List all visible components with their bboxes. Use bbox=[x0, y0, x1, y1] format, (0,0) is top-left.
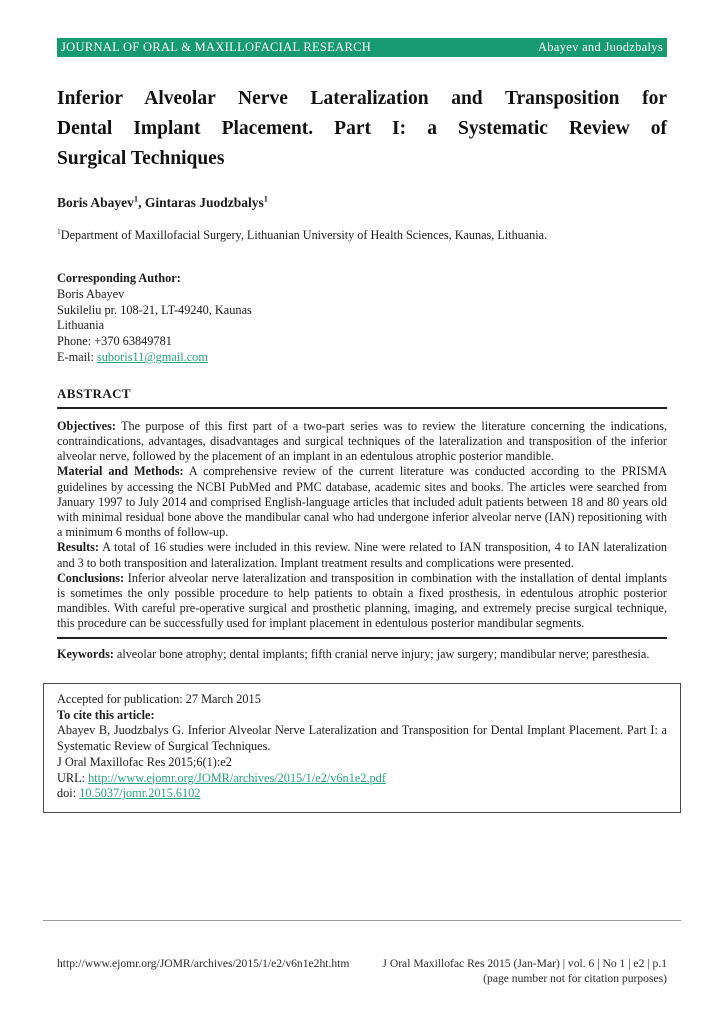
author-name: Gintaras Juodzbalys bbox=[144, 195, 264, 210]
corresponding-author-block bbox=[57, 271, 667, 366]
keywords-label: Keywords: bbox=[57, 646, 114, 661]
abstract-results-paragraph bbox=[57, 540, 667, 570]
journal-reference: J Oral Maxillofac Res 2015;6(1):e2 bbox=[57, 754, 232, 769]
author-separator: , bbox=[138, 195, 145, 210]
journal-header-bar bbox=[57, 38, 667, 57]
corresponding-author-address: Sukileliu pr. 108-21, LT-49240, Kaunas bbox=[57, 302, 252, 317]
journal-name: JOURNAL OF ORAL & MAXILLOFACIAL RESEARCH bbox=[61, 40, 372, 54]
article-title-line: Surgical Techniques bbox=[57, 148, 225, 169]
article-title-line: Dental Implant Placement. Part I: a Systematic Review of bbox=[57, 118, 667, 139]
affiliation-marker: 1 bbox=[57, 226, 61, 236]
article-title bbox=[57, 84, 667, 174]
article-title-line: Inferior Alveolar Nerve Lateralization and Transposition for bbox=[57, 88, 667, 109]
doi-link[interactable]: 10.5037/jomr.2015.6102 bbox=[79, 786, 201, 801]
abstract-top-rule bbox=[57, 407, 667, 409]
footer-page-note: (page number not for citation purposes) bbox=[483, 972, 667, 985]
url-line bbox=[57, 771, 667, 787]
running-head-authors: Abayev and Juodzbalys bbox=[537, 40, 663, 54]
section-text: A total of 16 studies were included in this review. Nine were related to IAN transposition, 4 to IAN lateralization and 3 to both transposition and lateralization. Implant treatment results and complications were presented. bbox=[57, 540, 668, 570]
footer-citation-info bbox=[382, 956, 667, 986]
abstract-conclusions-paragraph bbox=[57, 571, 667, 632]
section-text: A comprehensive review of the current literature was conducted according to the PRISMA guidelines by accessing the NCBI PubMed and PMC database, academic sites and books. The articles were searched from January 1997 to July 2014 and comprised English-language articles that included adult patients between 18 and 80 years old with minimal residual bone above the mandibular canal who had undergone inferior alveolar nerve (IAN) repositioning with a minimum 6 months of follow-up. bbox=[57, 464, 668, 540]
corresponding-author-name: Boris Abayev bbox=[57, 286, 125, 301]
accepted-line: Accepted for publication: 27 March 2015 bbox=[57, 692, 261, 707]
footer-issue-info: J Oral Maxillofac Res 2015 (Jan-Mar) | vol. 6 | No 1 | e2 | p.1 bbox=[382, 957, 667, 970]
cite-heading: To cite this article: bbox=[57, 707, 155, 722]
cite-text: Abayev B, Juodzbalys G. Inferior Alveolar Nerve Lateralization and Transposition for Dental Implant Placement. Part I: a Systematic Review of Surgical Techniques. bbox=[57, 723, 667, 754]
footer-rule bbox=[43, 920, 681, 921]
article-pdf-link[interactable]: http://www.ejomr.org/JOMR/archives/2015/1/e2/v6n1e2.pdf bbox=[88, 770, 386, 785]
section-label: Conclusions: bbox=[57, 570, 125, 585]
citation-box bbox=[43, 683, 681, 813]
section-label: Results: bbox=[57, 540, 99, 555]
corresponding-author-email-line bbox=[57, 350, 667, 366]
page-footer bbox=[57, 956, 667, 986]
abstract-methods-paragraph bbox=[57, 464, 667, 540]
email-label: E-mail: bbox=[57, 349, 97, 364]
corresponding-author-country: Lithuania bbox=[57, 318, 105, 333]
section-label: Objectives: bbox=[57, 418, 116, 433]
corresponding-author-heading: Corresponding Author: bbox=[57, 271, 181, 285]
email-link[interactable]: suboris11@gmail.com bbox=[96, 349, 208, 364]
footer-article-url: http://www.ejomr.org/JOMR/archives/2015/1/e2/v6n1e2ht.htm bbox=[57, 957, 350, 970]
author-affiliation-marker: 1 bbox=[263, 194, 268, 204]
authors-line bbox=[57, 195, 667, 211]
page-content bbox=[0, 38, 724, 813]
keywords-text: alveolar bone atrophy; dental implants; fifth cranial nerve injury; jaw surgery; mandibular nerve; paresthesia. bbox=[116, 646, 650, 661]
section-label: Material and Methods: bbox=[57, 464, 184, 479]
author-affiliation-marker: 1 bbox=[133, 194, 139, 204]
abstract-heading: ABSTRACT bbox=[57, 385, 131, 401]
author-name: Boris Abayev bbox=[57, 195, 134, 210]
doi-line bbox=[57, 786, 667, 802]
keywords-line bbox=[57, 647, 667, 662]
affiliation-line bbox=[57, 228, 667, 243]
url-label: URL: bbox=[57, 770, 89, 785]
section-text: Inferior alveolar nerve lateralization and transposition in combination with the installation of dental implants is sometimes the only possible procedure to help patients to obtain a fixed prosthesis, in edentulous atrophic posterior mandibles. With careful pre-operative surgical and prosthetic planning, imaging, and extremely precise surgical technique, this procedure can be successfully used for implant placement in edentulous posterior mandibular segments. bbox=[57, 570, 668, 631]
section-text: The purpose of this first part of a two-part series was to review the literature concerning the indications, contraindications, advantages, disadvantages and surgical techniques of the lateralization and transposition of the inferior alveolar nerve, followed by the placement of an implant in an edentulous atrophic posterior mandible. bbox=[57, 418, 668, 464]
doi-label: doi: bbox=[57, 786, 80, 801]
corresponding-author-phone: Phone: +370 63849781 bbox=[57, 334, 172, 349]
abstract-bottom-rule bbox=[57, 637, 667, 639]
affiliation-text: Department of Maxillofacial Surgery, Lithuanian University of Health Sciences, Kaunas, Lithuania. bbox=[60, 228, 548, 242]
abstract-body bbox=[57, 419, 667, 632]
abstract-objectives-paragraph bbox=[57, 419, 667, 465]
